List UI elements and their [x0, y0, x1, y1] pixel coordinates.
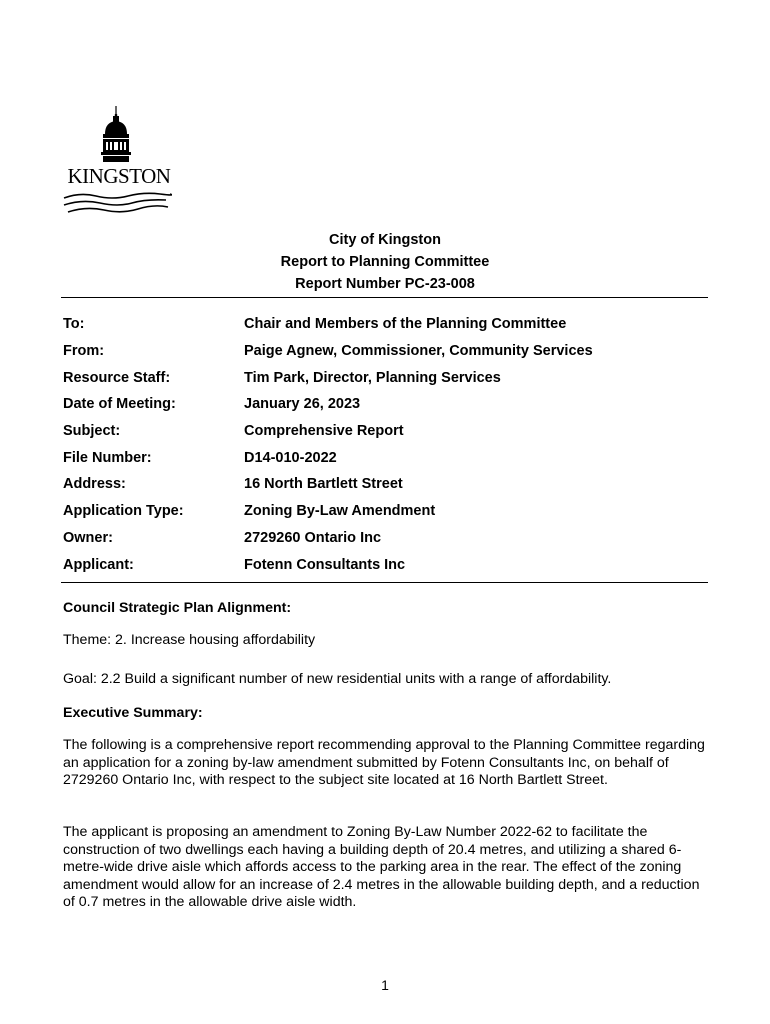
report-metadata-table: [63, 311, 703, 578]
meta-value: January 26, 2023: [244, 396, 361, 413]
meta-label: To:: [63, 316, 85, 333]
meta-row-resource-staff: [63, 364, 703, 391]
header-report-to: Report to Planning Committee: [280, 254, 490, 270]
meta-row-file-number: [63, 444, 703, 471]
meta-value: Fotenn Consultants Inc: [244, 556, 406, 573]
meta-label: Applicant:: [63, 556, 134, 573]
meta-row-owner: [63, 525, 703, 552]
meta-row-address: [63, 471, 703, 498]
strategic-theme: Theme: 2. Increase housing affordability: [63, 632, 316, 648]
meta-label: Subject:: [63, 423, 121, 440]
meta-label: Address:: [63, 476, 126, 493]
meta-row-from: [63, 338, 703, 365]
meta-label: File Number:: [63, 449, 152, 466]
meta-row-applicant: [63, 551, 703, 578]
logo-wordmark: KINGSTON: [67, 164, 171, 188]
meta-label: Owner:: [63, 529, 113, 546]
meta-value: Comprehensive Report: [244, 423, 404, 440]
meta-value: D14-010-2022: [244, 449, 337, 466]
meta-label: Date of Meeting:: [63, 396, 176, 413]
meta-label: From:: [63, 343, 105, 360]
city-hall-dome-icon: [60, 104, 172, 216]
meta-value: Tim Park, Director, Planning Services: [244, 369, 501, 386]
meta-row-to: [63, 311, 703, 338]
meta-value: Zoning By-Law Amendment: [244, 503, 436, 520]
divider-top: [61, 297, 708, 298]
city-of-kingston-logo: [60, 104, 172, 216]
executive-summary-heading: Executive Summary:: [63, 705, 203, 721]
header-report-number: Report Number PC-23-008: [295, 276, 475, 292]
report-header: [0, 229, 770, 295]
header-city: City of Kingston: [329, 232, 441, 248]
strategic-heading: Council Strategic Plan Alignment:: [63, 600, 292, 616]
meta-value: Paige Agnew, Commissioner, Community Services: [244, 343, 593, 360]
divider-bottom: [61, 582, 708, 583]
meta-value: 2729260 Ontario Inc: [244, 529, 382, 546]
strategic-goal: Goal: 2.2 Build a significant number of new residential units with a range of affordability.: [63, 671, 612, 687]
executive-summary-paragraph-2: The applicant is proposing an amendment to Zoning By-Law Number 2022-62 to facilitate the construction of two dwellings each having a building depth of 20.4 metres, and utilizing a shared 6-metre-wide drive aisle which affords access to the parking area in the rear. The effect of the zoning amendment would allow for an increase of 2.4 metres in the allowable building depth, and a reduction of 0.7 metres in the allowable drive aisle width.: [63, 824, 700, 911]
meta-row-application-type: [63, 498, 703, 525]
meta-value: Chair and Members of the Planning Committee: [244, 316, 567, 333]
executive-summary-paragraph-1: The following is a comprehensive report recommending approval to the Planning Committee regarding an application for a zoning by-law amendment submitted by Fotenn Consultants Inc, on behalf of 2729260 Ontario Inc, with respect to the subject site located at 16 North Bartlett Street.: [63, 737, 705, 789]
meta-row-subject: [63, 418, 703, 445]
meta-label: Resource Staff:: [63, 369, 171, 386]
meta-label: Application Type:: [63, 503, 184, 520]
meta-value: 16 North Bartlett Street: [244, 476, 403, 493]
meta-row-date: [63, 391, 703, 418]
page-number: 1: [381, 977, 389, 993]
